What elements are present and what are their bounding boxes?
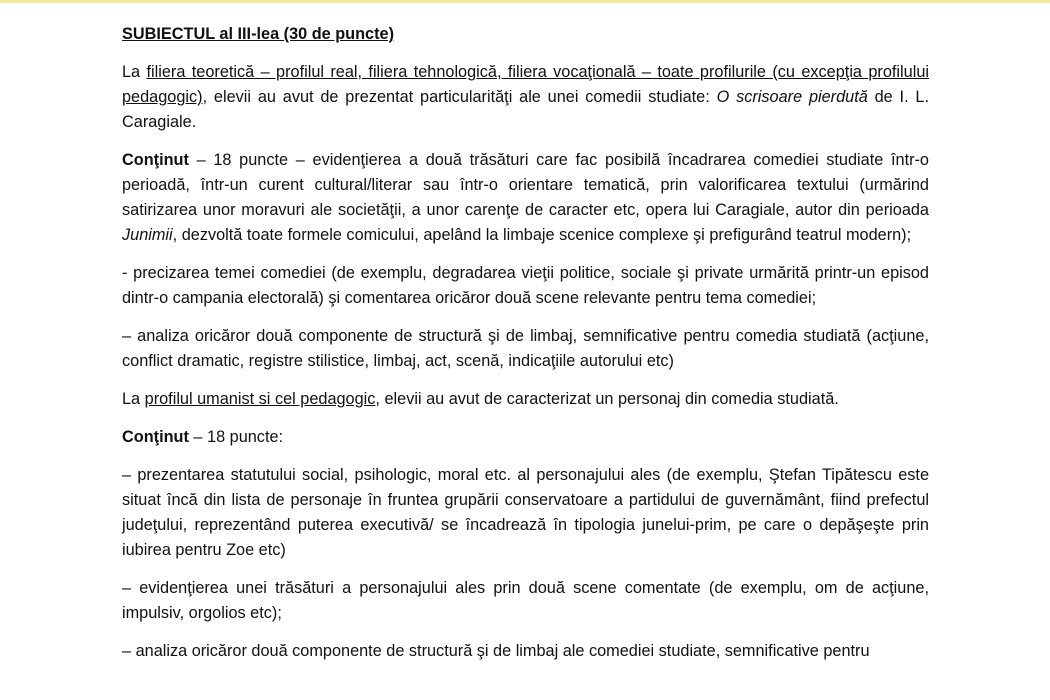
work-title: O scrisoare pierdută [716, 88, 868, 106]
paragraph-status: – prezentarea statutului social, psihologic, moral etc. al personajului ales (de exemplu, Ştefan Tipătescu este situat încă din lista de personaje în fruntea grupării conservatoare a partidului de guvernământ, fiind prefectul judeţului, reprezentând puterea executivă/ se încadrează în tipologia junelui-prim, pe care o depăşeşte prin iubirea pentru Zoe etc) [122, 466, 929, 559]
paragraph-trait: – evidenţierea unei trăsături a personajului ales prin două scene comentate (de exemplu, om de acţiune, impulsiv, orgolios etc); [122, 579, 929, 622]
document-page [122, 22, 929, 677]
paragraph-real-profile [122, 60, 929, 135]
section-heading: SUBIECTUL al III-lea (30 de puncte) [122, 25, 395, 43]
text: – 18 puncte – evidenţierea a două trăsături care fac posibilă încadrarea comediei studiate într-o perioadă, într-un curent cultural/literar sau într-o orientare tematică, prin valorificarea textului (urmărind satirizarea unor moravuri ale societăţii, a unor carenţe de caracter etc, opera lui Caragiale, autor din perioada [122, 151, 929, 219]
paragraph-theme: - precizarea temei comediei (de exemplu, degradarea vieţii politice, sociale şi private urmărită printr-un episod dintr-o campania electorală) şi comentarea oricăror două scene relevante pentru tema comediei; [122, 264, 929, 307]
content-label: Conţinut [122, 428, 189, 446]
paragraph-content-2 [122, 425, 929, 450]
profile-underlined-text: filiera teoretică – profilul real, filiera tehnologică, filiera vocaţională – toate profilurile (cu excepţia profilului pedagogic) [122, 63, 929, 106]
top-border [0, 0, 1050, 3]
paragraph-humanist-profile [122, 387, 929, 412]
text: – 18 puncte: [188, 428, 284, 446]
text: , elevii au avut de prezentat particularităţi ale unei comedii studiate: [202, 88, 717, 106]
text: La [122, 390, 145, 408]
text: La [122, 63, 147, 81]
paragraph-content-1 [122, 148, 929, 248]
text: , elevii au avut de caracterizat un personaj din comedia studiată. [375, 390, 839, 408]
paragraph-analysis: – analiza oricăror două componente de structură şi de limbaj ale comediei studiate, semnificative pentru [122, 642, 870, 660]
junimea-italic: Junimii [122, 226, 173, 244]
paragraph-structure: – analiza oricăror două componente de structură şi de limbaj, semnificative pentru comedia studiată (acţiune, conflict dramatic, registre stilistice, limbaj, act, scenă, indicaţiile autorului etc) [122, 327, 929, 370]
humanist-underlined-text: profilul umanist si cel pedagogic [144, 390, 376, 408]
text: , dezvoltă toate formele comicului, apelând la limbaje scenice complexe şi prefigurând teatrul modern); [172, 226, 912, 244]
text: de I. L. Caragiale. [122, 88, 929, 131]
content-label: Conţinut [122, 151, 189, 169]
